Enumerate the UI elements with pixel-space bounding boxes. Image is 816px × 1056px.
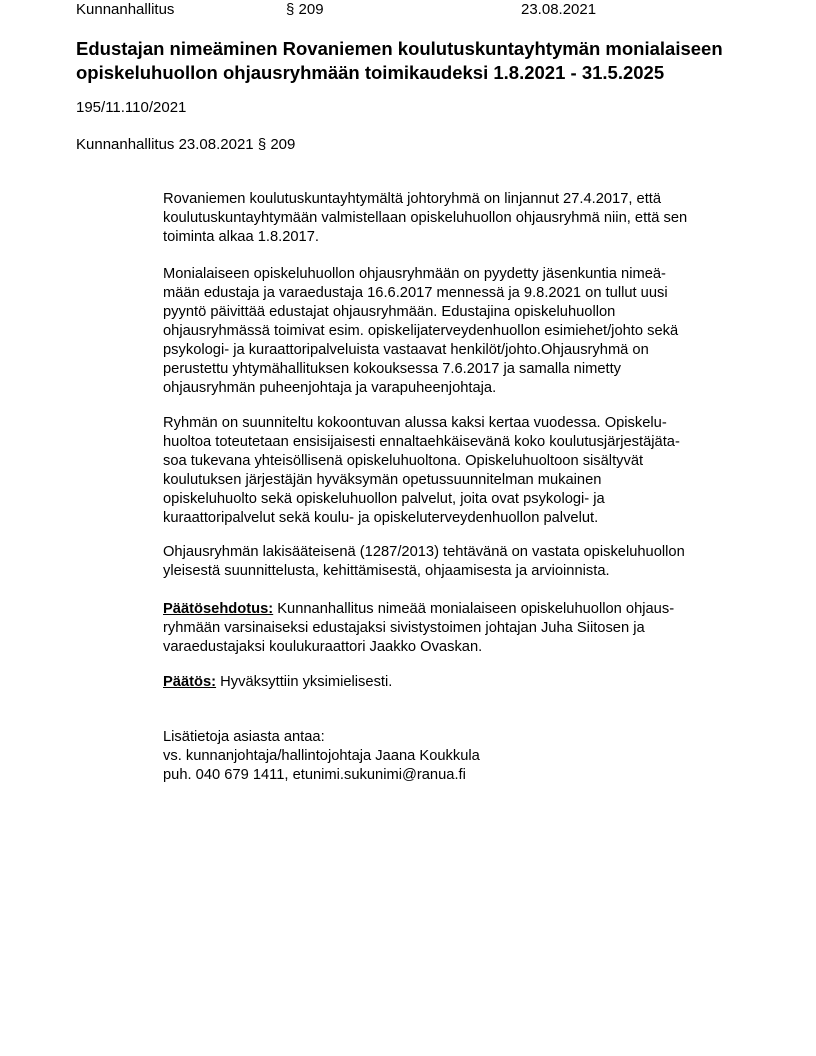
text-line: kuraattoripalvelut sekä koulu- ja opiskeluterveydenhuollon palvelut. xyxy=(163,510,599,526)
text-line: ohjausryhmässä toimivat esim. opiskelijaterveydenhuollon esimiehet/johto sekä xyxy=(163,323,679,339)
title-line: opiskeluhuollon ohjausryhmään toimikaudeksi 1.8.2021 - 31.5.2025 xyxy=(76,62,665,83)
text-line: opiskeluhuolto sekä opiskeluhuollon palvelut, joita ovat psykologi- ja xyxy=(163,491,605,507)
header-date: 23.08.2021 xyxy=(521,1,597,18)
text-line: soa tukevana yhteisöllisenä opiskeluhuoltona. Opiskeluhuoltoon sisältyvät xyxy=(163,453,644,469)
text-line: Ohjausryhmän lakisääteisenä (1287/2013) tehtävänä on vastata opiskeluhuollon xyxy=(163,544,685,560)
text-line: koulutuksen järjestäjän hyväksymän opetussuunnitelman mukainen xyxy=(163,472,602,488)
text-line: huoltoa toteutetaan ensisijaisesti ennaltaehkäisevänä koko koulutusjärjestäjäta- xyxy=(163,434,680,450)
contact-info xyxy=(163,728,763,785)
text-line: mään edustaja ja varaedustaja 16.6.2017 mennessä ja 9.8.2021 on tullut uusi xyxy=(163,285,668,301)
title-line: Edustajan nimeäminen Rovaniemen koulutuskuntayhtymän monialaiseen xyxy=(76,38,723,59)
text-line: psykologi- ja kuraattoripalveluista vastaavat henkilöt/johto.Ohjausryhmä on xyxy=(163,342,649,358)
paragraph-1 xyxy=(163,190,763,247)
paragraph-2 xyxy=(163,265,763,398)
document-title xyxy=(76,37,723,85)
contact-line: puh. 040 679 1411, etunimi.sukunimi@ranua.fi xyxy=(163,767,466,783)
proposal-label: Päätösehdotus: xyxy=(163,601,274,617)
text-line: Kunnanhallitus nimeää monialaiseen opiskeluhuollon ohjaus- xyxy=(273,601,675,617)
text-line: ohjausryhmän puheenjohtaja ja varapuheenjohtaja. xyxy=(163,380,497,396)
paragraph-3 xyxy=(163,414,763,528)
contact-line: Lisätietoja asiasta antaa: xyxy=(163,729,325,745)
text-line: Ryhmän on suunniteltu kokoontuvan alussa kaksi kertaa vuodessa. Opiskelu- xyxy=(163,415,667,431)
record-number: 195/11.110/2021 xyxy=(76,99,187,116)
text-line: yleisestä suunnittelusta, kehittämisestä, ohjaamisesta ja arvioinnista. xyxy=(163,563,610,579)
text-line: Rovaniemen koulutuskuntayhtymältä johtoryhmä on linjannut 27.4.2017, että xyxy=(163,191,662,207)
header-body: Kunnanhallitus xyxy=(76,1,175,18)
text-line: varaedustajaksi koulukuraattori Jaakko Ovaskan. xyxy=(163,639,483,655)
text-line: perustettu yhtymähallituksen kokouksessa 7.6.2017 ja samalla nimetty xyxy=(163,361,622,377)
contact-line: vs. kunnanjohtaja/hallintojohtaja Jaana Koukkula xyxy=(163,748,480,764)
text-line: pyyntö päivittää edustajat ohjausryhmään. Edustajina opiskeluhuollon xyxy=(163,304,616,320)
text-line: Monialaiseen opiskeluhuollon ohjausryhmään on pyydetty jäsenkuntia nimeä- xyxy=(163,266,666,282)
decision xyxy=(163,673,763,692)
paragraph-4 xyxy=(163,543,763,581)
text-line: koulutuskuntayhtymään valmistellaan opiskeluhuollon ohjausryhmä niin, että sen xyxy=(163,210,688,226)
text-line: ryhmään varsinaiseksi edustajaksi sivistystoimen johtajan Juha Siitosen ja xyxy=(163,620,645,636)
decision-text: Hyväksyttiin yksimielisesti. xyxy=(216,674,393,690)
header-section: § 209 xyxy=(286,1,324,18)
decision-label: Päätös: xyxy=(163,674,217,690)
text-line: toiminta alkaa 1.8.2017. xyxy=(163,229,319,245)
meeting-reference: Kunnanhallitus 23.08.2021 § 209 xyxy=(76,136,296,153)
decision-proposal xyxy=(163,600,763,657)
